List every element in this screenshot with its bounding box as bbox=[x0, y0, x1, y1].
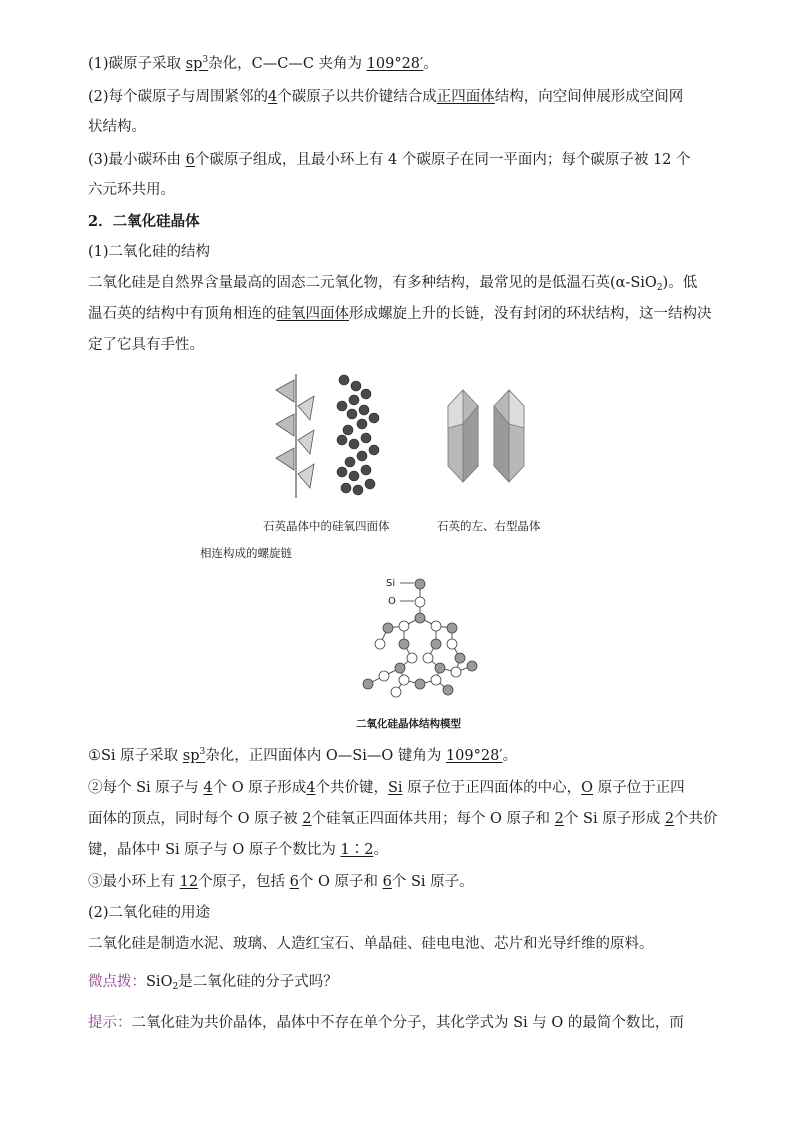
paragraph-carbon-3: (3)最小碳环由 6个碳原子组成，且最小环上有 4 个碳原子在同一平面内；每个碳原子被 12 个 bbox=[88, 152, 691, 168]
quartz-crystal-right bbox=[494, 390, 524, 482]
quartz-crystal-left bbox=[448, 390, 478, 482]
hybrid-sp3: $sp^3$ bbox=[182, 747, 206, 764]
hint-label: 提示： bbox=[88, 1015, 132, 1031]
legend-o-label: O bbox=[388, 596, 396, 607]
text: 杂化，C—C—C 夹角为 bbox=[208, 56, 367, 72]
paragraph-sio2-1: 二氧化硅是自然界含量最高的固态二元氧化物，有多种结构，最常见的是低温石英(α-SiO$_2$)。低 bbox=[88, 275, 698, 293]
answer-blank: 硅氧四面体 bbox=[276, 306, 349, 322]
paragraph-sio2-3: 定了它具有手性。 bbox=[88, 337, 204, 353]
answer-blank: 正四面体 bbox=[436, 89, 495, 105]
paragraph-si-2-cont2: 键，晶体中 Si 原子与 O 原子个数比为 1∶2。 bbox=[88, 842, 388, 858]
atom-chain bbox=[337, 375, 379, 495]
text: (1)碳原子采取 bbox=[88, 56, 186, 72]
tip-question: 微点拨：SiO$_2$是二氧化硅的分子式吗？ bbox=[88, 974, 338, 992]
bond-angle: 109°28′ bbox=[366, 56, 424, 72]
paragraph-carbon-1: (1)碳原子采取 $sp^3$杂化，C—C—C 夹角为 109°28′。 bbox=[88, 55, 438, 72]
figure-caption-sio2-model: 二氧化硅晶体结构模型 bbox=[356, 718, 461, 730]
paragraph-si-2-cont: 面体的顶点，同时每个 O 原子被 2个硅氧正四面体共用；每个 O 原子和 2个 Si 原子形成 2个共价 bbox=[88, 811, 718, 827]
figure-caption-helix: 石英晶体中的硅氧四面体 bbox=[263, 519, 390, 533]
hybrid-sp3: $sp^3$ bbox=[185, 55, 209, 72]
section-heading: 2．二氧化硅晶体 bbox=[88, 213, 200, 230]
figure-caption-helix-cont: 相连构成的螺旋链 bbox=[200, 546, 292, 560]
tip-label: 微点拨： bbox=[88, 974, 146, 990]
subsection-heading: (1)二氧化硅的结构 bbox=[88, 244, 211, 260]
quartz-helix-figure bbox=[258, 366, 558, 506]
tetrahedron-chain bbox=[276, 380, 314, 488]
paragraph-si-3: ③最小环上有 12个原子，包括 6个 O 原子和 6个 Si 原子。 bbox=[88, 874, 474, 890]
legend-arrows bbox=[398, 576, 418, 606]
tip-answer: 提示：二氧化硅为共价晶体，晶体中不存在单个分子，其化学式为 Si 与 O 的最简个数比，而 bbox=[88, 1015, 684, 1031]
paragraph-carbon-3-cont: 六元环共用。 bbox=[88, 182, 175, 198]
figure-caption-crystal: 石英的左、右型晶体 bbox=[437, 519, 541, 533]
subsection-heading-uses: (2)二氧化硅的用途 bbox=[88, 905, 211, 921]
paragraph-uses: 二氧化硅是制造水泥、玻璃、人造红宝石、单晶硅、硅电电池、芯片和光导纤维的原料。 bbox=[88, 936, 654, 952]
paragraph-sio2-2: 温石英的结构中有顶角相连的硅氧四面体形成螺旋上升的长链，没有封闭的环状结构，这一结构决 bbox=[88, 306, 712, 322]
answer-blank: 6 bbox=[185, 152, 195, 168]
paragraph-si-1: ①Si 原子采取 $sp^3$杂化，正四面体内 O—Si—O 键角为 109°28′。 bbox=[88, 747, 518, 764]
paragraph-si-2: ②每个 Si 原子与 4个 O 原子形成4个共价键，Si 原子位于正四面体的中心，O 原子位于正四 bbox=[88, 780, 685, 796]
bond-angle: 109°28′ bbox=[445, 748, 503, 764]
paragraph-carbon-2-cont: 状结构。 bbox=[88, 119, 146, 135]
legend-si-label: Si bbox=[386, 578, 396, 589]
answer-blank: 4 bbox=[268, 89, 278, 105]
paragraph-carbon-2: (2)每个碳原子与周围紧邻的4个碳原子以共价键结合成正四面体结构，向空间伸展形成空间网 bbox=[88, 89, 684, 105]
